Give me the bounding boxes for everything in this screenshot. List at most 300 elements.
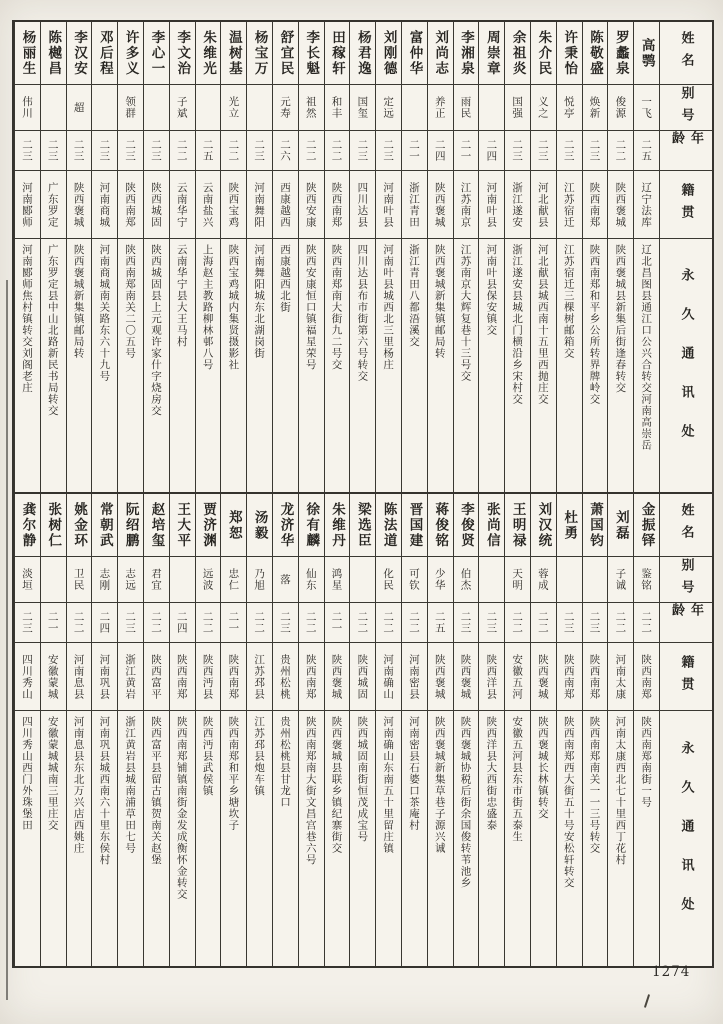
person-address: 陕西南郑西大街五十号安松轩转交	[562, 716, 575, 889]
person-native: 贵州松桃	[273, 643, 298, 711]
person-address: 河南息县东北万兴店西姚庄	[72, 716, 85, 854]
person-alias	[92, 85, 117, 131]
person-age: 二三	[118, 131, 143, 171]
person-column	[530, 22, 556, 492]
person-age: 二一	[402, 131, 427, 171]
person-alias	[247, 85, 272, 131]
person-address: 四川达县布市街第六号转交	[356, 244, 369, 382]
person-native: 陕西南郑	[583, 171, 608, 239]
person-age: 二一	[454, 131, 479, 171]
row-header-column	[659, 22, 712, 492]
person-name: 舒宜民	[273, 22, 298, 85]
person-alias: 领群	[118, 85, 143, 131]
person-native: 安徽蒙城	[41, 643, 66, 711]
person-alias: 子斌	[170, 85, 195, 131]
person-alias: 鸿星	[325, 557, 350, 603]
person-column	[556, 22, 582, 492]
person-alias	[41, 557, 66, 603]
person-address: 河南商城南关路东六十九号	[98, 244, 111, 382]
person-alias	[41, 85, 66, 131]
person-native: 河南确山	[376, 643, 401, 711]
person-column	[607, 22, 633, 492]
person-column	[607, 494, 633, 966]
person-age: 二二	[144, 603, 169, 643]
person-alias	[170, 557, 195, 603]
person-alias: 伯杰	[454, 557, 479, 603]
person-name: 龙济华	[273, 494, 298, 557]
person-alias	[144, 85, 169, 131]
person-native: 河南叶县	[479, 171, 504, 239]
person-age: 二二	[247, 603, 272, 643]
person-native: 陕西南郑	[634, 643, 659, 711]
person-name: 李汉安	[67, 22, 92, 85]
person-age: 二二	[67, 603, 92, 643]
row-header-address: 永久通讯处	[678, 268, 694, 463]
person-address: 浙江遂安县城北门横沿乡宋村交	[511, 244, 524, 405]
person-name: 刘刚德	[376, 22, 401, 85]
person-native: 河南舞阳	[247, 171, 272, 239]
person-native: 河南叶县	[376, 171, 401, 239]
pen-mark	[644, 994, 650, 1008]
scan-edge-artifact	[6, 280, 8, 1000]
person-name: 徐有麟	[299, 494, 324, 557]
person-address: 浙江黄岩县城南浦草田七号	[124, 716, 137, 854]
person-column	[453, 494, 479, 966]
person-age: 二四	[92, 603, 117, 643]
person-native: 陕西褒城	[608, 171, 633, 239]
person-name: 许秉怡	[557, 22, 582, 85]
person-column	[246, 22, 272, 492]
person-native: 陕西城固	[144, 171, 169, 239]
person-name: 萧国钧	[583, 494, 608, 557]
person-native: 陕西南郑	[170, 643, 195, 711]
person-alias: 超	[67, 85, 92, 131]
person-native: 陕西褒城	[67, 171, 92, 239]
person-address: 陕西褒城新集镇邮局转	[433, 244, 446, 359]
person-native: 浙江遂安	[505, 171, 530, 239]
person-alias: 远波	[196, 557, 221, 603]
person-address: 陕西南郑南街一号	[640, 716, 653, 808]
person-native: 陕西南郑	[299, 643, 324, 711]
person-native: 浙江青田	[402, 171, 427, 239]
row-header-age: 年龄	[660, 603, 712, 643]
person-address: 河南太康西北七十里西丁花村	[614, 716, 627, 866]
person-column	[117, 494, 143, 966]
row-header-name: 姓名	[660, 494, 712, 557]
row-header-native: 籍贯	[660, 643, 712, 711]
person-name: 罗蠡泉	[608, 22, 633, 85]
person-address: 上海赵主教路柳林邨八号	[201, 244, 214, 371]
person-name: 金振铎	[634, 494, 659, 557]
person-column	[453, 22, 479, 492]
person-column	[40, 22, 66, 492]
person-column	[91, 494, 117, 966]
person-alias: 义之	[531, 85, 556, 131]
person-column	[427, 22, 453, 492]
person-address: 贵州松桃县甘龙口	[278, 716, 291, 808]
person-native: 河南息县	[67, 643, 92, 711]
person-name: 朱维光	[196, 22, 221, 85]
person-age: 二三	[454, 603, 479, 643]
person-alias: 祖然	[299, 85, 324, 131]
person-column	[530, 494, 556, 966]
person-native: 云南盐兴	[196, 171, 221, 239]
person-column	[220, 494, 246, 966]
person-alias: 可钦	[402, 557, 427, 603]
person-native: 陕西洋县	[479, 643, 504, 711]
person-address: 陕西富平县留古镇贺南关赵堡	[149, 716, 162, 866]
person-age: 二四	[428, 131, 453, 171]
person-address: 陕西南郑南关二〇五号	[124, 244, 137, 359]
person-column	[633, 494, 659, 966]
person-age: 二二	[325, 131, 350, 171]
person-column	[14, 494, 40, 966]
person-address: 广东罗定县中山北路新民书局转交	[46, 244, 59, 417]
person-native: 陕西褒城	[325, 643, 350, 711]
person-age: 二五	[196, 131, 221, 171]
person-address: 江苏南京大辉复巷十三号交	[459, 244, 472, 382]
person-alias	[583, 557, 608, 603]
person-age: 二三	[583, 603, 608, 643]
person-alias: 和丰	[325, 85, 350, 131]
person-column	[375, 22, 401, 492]
person-native: 陕西褒城	[531, 643, 556, 711]
person-alias: 伟川	[15, 85, 40, 131]
person-native: 陕西南郑	[325, 171, 350, 239]
person-native: 四川达县	[350, 171, 375, 239]
person-column	[375, 494, 401, 966]
person-address: 西康越西北街	[278, 244, 291, 313]
person-alias: 雨民	[454, 85, 479, 131]
person-age: 二二	[402, 603, 427, 643]
person-age: 二二	[376, 603, 401, 643]
person-name: 李文治	[170, 22, 195, 85]
person-column	[478, 22, 504, 492]
person-age: 二三	[505, 131, 530, 171]
person-native: 河南商城	[92, 171, 117, 239]
person-name: 余祖炎	[505, 22, 530, 85]
person-name: 高鹗	[634, 22, 659, 85]
person-native: 陕西南郑	[118, 171, 143, 239]
person-address: 陕西南郑南大街文昌宫巷六号	[304, 716, 317, 866]
person-address: 陕西安康恒口镇福星荣号	[304, 244, 317, 371]
person-name: 王明禄	[505, 494, 530, 557]
person-address: 陕西城固南街恒茂成宝号	[356, 716, 369, 843]
person-native: 辽宁法库	[634, 171, 659, 239]
person-column	[349, 494, 375, 966]
person-age: 二三	[92, 131, 117, 171]
person-age: 二三	[247, 131, 272, 171]
person-address: 陕西褒城县联乡镇纪寨街交	[330, 716, 343, 854]
person-alias: 国玺	[350, 85, 375, 131]
person-name: 陈法道	[376, 494, 401, 557]
person-native: 西康越西	[273, 171, 298, 239]
person-column	[66, 22, 92, 492]
person-alias: 光立	[221, 85, 246, 131]
person-alias: 志刚	[92, 557, 117, 603]
person-alias: 子诚	[608, 557, 633, 603]
person-age: 二三	[583, 131, 608, 171]
person-age: 二五	[634, 131, 659, 171]
person-name: 陈樾昌	[41, 22, 66, 85]
person-name: 梁选臣	[350, 494, 375, 557]
person-alias: 国强	[505, 85, 530, 131]
person-alias: 化民	[376, 557, 401, 603]
person-address: 河南密县石婆口茶庵村	[407, 716, 420, 831]
person-native: 河南巩县	[92, 643, 117, 711]
person-name: 张树仁	[41, 494, 66, 557]
person-address: 陕西城固县上元观许家什字烧房交	[149, 244, 162, 417]
person-address: 安徽蒙城城南三里庄交	[46, 716, 59, 831]
person-native: 河南郾师	[15, 171, 40, 239]
person-name: 田稼轩	[325, 22, 350, 85]
person-column	[324, 22, 350, 492]
person-column	[195, 22, 221, 492]
page-number: 1274	[652, 964, 691, 980]
person-column	[66, 494, 92, 966]
person-name: 杨宝万	[247, 22, 272, 85]
person-column	[504, 494, 530, 966]
person-native: 陕西南郑	[557, 643, 582, 711]
person-native: 陕西宝鸡	[221, 171, 246, 239]
person-address: 陕西南郑和平乡塘坎子	[227, 716, 240, 831]
person-native: 四川秀山	[15, 643, 40, 711]
person-age: 二三	[557, 131, 582, 171]
person-alias: 鉴铭	[634, 557, 659, 603]
person-native: 陕西褒城	[428, 171, 453, 239]
person-column	[298, 22, 324, 492]
person-column	[169, 22, 195, 492]
person-alias: 焕新	[583, 85, 608, 131]
person-alias: 志远	[118, 557, 143, 603]
person-column	[195, 494, 221, 966]
person-native: 河南密县	[402, 643, 427, 711]
person-address: 陕西沔县武侯镇	[201, 716, 214, 797]
person-age: 二二	[196, 603, 221, 643]
person-name: 李俊贤	[454, 494, 479, 557]
person-column	[272, 22, 298, 492]
person-alias: 蓉成	[531, 557, 556, 603]
person-alias: 元寿	[273, 85, 298, 131]
person-native: 江苏南京	[454, 171, 479, 239]
person-name: 张尚信	[479, 494, 504, 557]
person-age: 二二	[608, 603, 633, 643]
person-column	[401, 494, 427, 966]
person-alias: 俊源	[608, 85, 633, 131]
person-age: 二三	[15, 131, 40, 171]
person-name: 贾济渊	[196, 494, 221, 557]
person-name: 陈敬盛	[583, 22, 608, 85]
person-name: 邓后程	[92, 22, 117, 85]
person-age: 二三	[144, 131, 169, 171]
person-native: 陕西城固	[350, 643, 375, 711]
person-age: 二二	[634, 603, 659, 643]
person-alias	[350, 557, 375, 603]
person-name: 赵培玺	[144, 494, 169, 557]
person-address: 陕西南郑南关一一三号转交	[588, 716, 601, 854]
person-column	[504, 22, 530, 492]
person-name: 刘磊	[608, 494, 633, 557]
person-column	[143, 494, 169, 966]
person-alias: 卫民	[67, 557, 92, 603]
person-native: 陕西褒城	[454, 643, 479, 711]
person-address: 辽北昌图县通江口公兴合转交河南高崇岳	[640, 244, 653, 451]
person-name: 李长魁	[299, 22, 324, 85]
person-age: 二三	[531, 131, 556, 171]
person-address: 陕西褒城县新集后街逢春转交	[614, 244, 627, 394]
person-address: 陕西南郑南大街九二号交	[330, 244, 343, 371]
person-alias: 定远	[376, 85, 401, 131]
person-name: 阮绍鹏	[118, 494, 143, 557]
person-column	[633, 22, 659, 492]
person-address: 河南叶县城西北三里杨庄	[382, 244, 395, 371]
person-column	[478, 494, 504, 966]
person-address: 四川秀山西门外珠堡田	[20, 716, 33, 831]
person-address: 浙江青田八都浯溪交	[407, 244, 420, 348]
person-address: 河南巩县城西南六十里东侯村	[98, 716, 111, 866]
person-alias: 君宜	[144, 557, 169, 603]
person-native: 河南太康	[608, 643, 633, 711]
person-column	[246, 494, 272, 966]
person-name: 李心一	[144, 22, 169, 85]
person-age: 二二	[170, 131, 195, 171]
row-header-age: 年龄	[660, 131, 712, 171]
person-column	[298, 494, 324, 966]
person-address: 河北献县城西南十五里西抛庄交	[536, 244, 549, 405]
person-age: 二一	[41, 603, 66, 643]
person-name: 朱介民	[531, 22, 556, 85]
person-native: 安徽五河	[505, 643, 530, 711]
person-age: 二二	[531, 603, 556, 643]
person-native: 陕西南郑	[221, 643, 246, 711]
person-column	[324, 494, 350, 966]
person-name: 李湘泉	[454, 22, 479, 85]
person-age: 二五	[428, 603, 453, 643]
person-column	[117, 22, 143, 492]
person-alias	[557, 557, 582, 603]
person-column	[91, 22, 117, 492]
person-address: 云南华宁县大王马村	[175, 244, 188, 348]
person-age: 二四	[170, 603, 195, 643]
person-alias	[196, 85, 221, 131]
person-age: 二二	[299, 131, 324, 171]
directory-table-bottom	[12, 492, 714, 968]
directory-table-top	[12, 20, 714, 494]
person-column	[40, 494, 66, 966]
person-alias: 一飞	[634, 85, 659, 131]
person-name: 富仲华	[402, 22, 427, 85]
person-alias: 养正	[428, 85, 453, 131]
person-address: 陕西洋县大西街忠盛泰	[485, 716, 498, 831]
person-column	[220, 22, 246, 492]
person-alias: 少华	[428, 557, 453, 603]
person-age: 二三	[67, 131, 92, 171]
person-address: 河南确山东南五十里留庄镇	[382, 716, 395, 854]
person-native: 陕西富平	[144, 643, 169, 711]
person-age: 二三	[15, 603, 40, 643]
row-header-name: 姓名	[660, 22, 712, 85]
person-column	[272, 494, 298, 966]
person-column	[427, 494, 453, 966]
row-header-alias: 别号	[660, 85, 712, 131]
person-age: 二六	[273, 131, 298, 171]
person-native: 陕西沔县	[196, 643, 221, 711]
person-age: 二三	[479, 603, 504, 643]
person-column	[143, 22, 169, 492]
person-age: 二三	[41, 131, 66, 171]
person-alias: 仙东	[299, 557, 324, 603]
person-alias: 忠仁	[221, 557, 246, 603]
person-column	[169, 494, 195, 966]
person-address: 河南舞阳城东北湖岗街	[253, 244, 266, 359]
person-name: 晋国建	[402, 494, 427, 557]
person-name: 汤毅	[247, 494, 272, 557]
person-native: 陕西安康	[299, 171, 324, 239]
person-alias: 乃旭	[247, 557, 272, 603]
person-address: 陕西宝鸡城内集贤摄影社	[227, 244, 240, 371]
person-age: 二二	[299, 603, 324, 643]
person-native: 江苏邳县	[247, 643, 272, 711]
row-header-alias: 别号	[660, 557, 712, 603]
person-address: 河南郾师焦村镇转交刘阁老庄	[20, 244, 33, 394]
row-header-native: 籍贯	[660, 171, 712, 239]
person-column	[582, 22, 608, 492]
person-name: 姚金环	[67, 494, 92, 557]
person-column	[401, 22, 427, 492]
person-name: 王大平	[170, 494, 195, 557]
person-name: 朱维丹	[325, 494, 350, 557]
person-address: 江苏宿迁三棵树邮箱交	[562, 244, 575, 359]
person-age: 二三	[118, 603, 143, 643]
person-address: 安徽五河县东市街五泰生	[511, 716, 524, 843]
person-address: 江苏邳县炮车镇	[253, 716, 266, 797]
person-address: 陕西南郑铺镇南街金发成衡怀金转交	[175, 716, 188, 900]
person-age: 二三	[557, 603, 582, 643]
person-alias	[479, 85, 504, 131]
person-age: 二四	[479, 131, 504, 171]
person-native: 陕西褒城	[428, 643, 453, 711]
person-age: 二二	[221, 131, 246, 171]
person-name: 周崇章	[479, 22, 504, 85]
person-name: 龚尔静	[15, 494, 40, 557]
person-age: 二三	[350, 131, 375, 171]
person-native: 广东罗定	[41, 171, 66, 239]
person-address: 陕西褒城新集草巷子源兴诚	[433, 716, 446, 854]
person-name: 杨君逸	[350, 22, 375, 85]
person-age: 二三	[376, 131, 401, 171]
person-native: 云南华宁	[170, 171, 195, 239]
person-native: 陕西南郑	[583, 643, 608, 711]
person-alias	[479, 557, 504, 603]
person-alias: 落	[273, 557, 298, 603]
person-alias: 淡垣	[15, 557, 40, 603]
person-age: 二二	[350, 603, 375, 643]
person-name: 许多义	[118, 22, 143, 85]
person-native: 江苏宿迁	[557, 171, 582, 239]
person-alias: 悦亭	[557, 85, 582, 131]
person-native: 浙江黄岩	[118, 643, 143, 711]
row-header-address: 永久通讯处	[678, 741, 694, 936]
person-column	[582, 494, 608, 966]
row-header-column	[659, 494, 712, 966]
person-name: 杜勇	[557, 494, 582, 557]
person-alias: 天明	[505, 557, 530, 603]
person-name: 蒋俊铭	[428, 494, 453, 557]
person-age: 二二	[505, 603, 530, 643]
person-column	[349, 22, 375, 492]
person-age: 二一	[325, 603, 350, 643]
person-age: 二三	[273, 603, 298, 643]
